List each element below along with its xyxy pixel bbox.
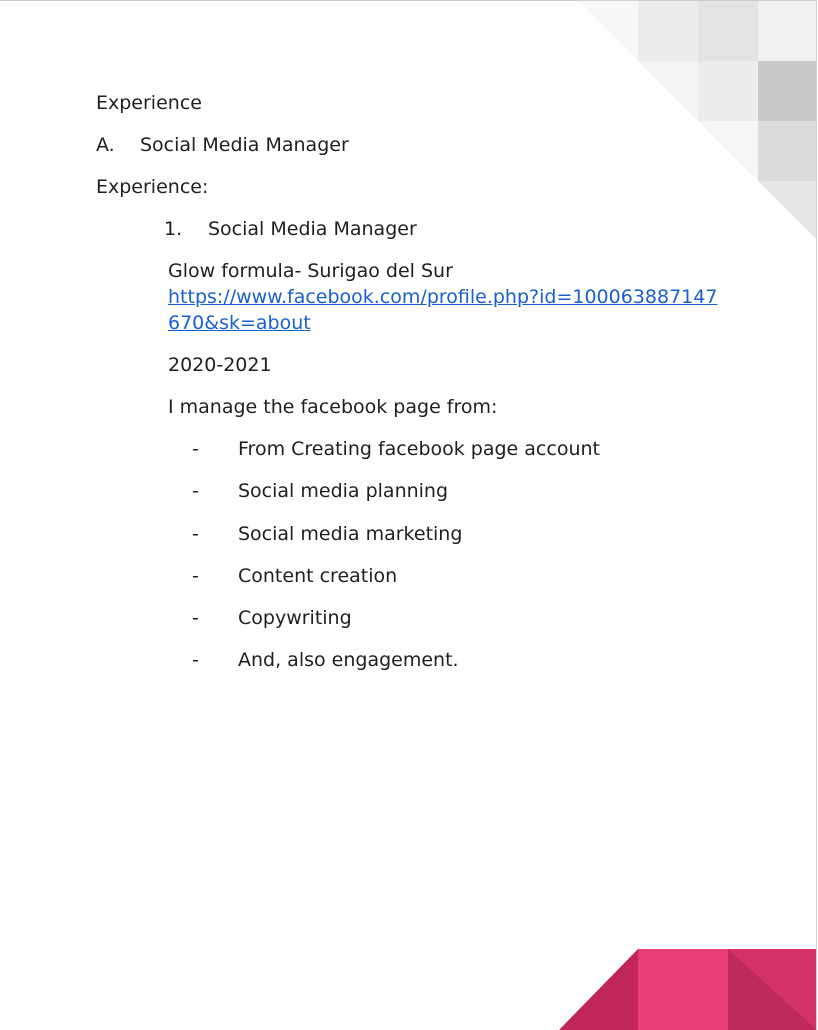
subheading-experience: Experience: — [96, 176, 209, 198]
bullet-text: Content creation — [238, 565, 398, 587]
bullet-text: From Creating facebook page account — [238, 438, 600, 460]
bullet-dash: - — [192, 480, 199, 502]
bullet-dash: - — [192, 607, 199, 629]
intro-text: I manage the facebook page from: — [168, 396, 498, 418]
facebook-link-line-2[interactable]: 670&sk=about — [168, 312, 311, 334]
bullet-dash: - — [192, 565, 199, 587]
bullet-dash: - — [192, 523, 199, 545]
section-marker: A. — [96, 134, 115, 156]
corner-decoration-bottom — [0, 1, 817, 1030]
section-title: Social Media Manager — [140, 134, 349, 156]
bullet-dash: - — [192, 649, 199, 671]
item-number: 1. — [164, 218, 183, 240]
years: 2020-2021 — [168, 354, 272, 376]
bullet-text: Copywriting — [238, 607, 352, 629]
bullet-text: And, also engagement. — [238, 649, 459, 671]
bullet-text: Social media planning — [238, 480, 449, 502]
facebook-link-line-1[interactable]: https://www.facebook.com/profile.php?id=100063887147 — [168, 286, 718, 308]
bullet-dash: - — [192, 438, 199, 460]
heading-experience: Experience — [96, 92, 202, 114]
company-name: Glow formula- Surigao del Sur — [168, 260, 453, 282]
item-title: Social Media Manager — [208, 218, 417, 240]
bullet-text: Social media marketing — [238, 523, 463, 545]
